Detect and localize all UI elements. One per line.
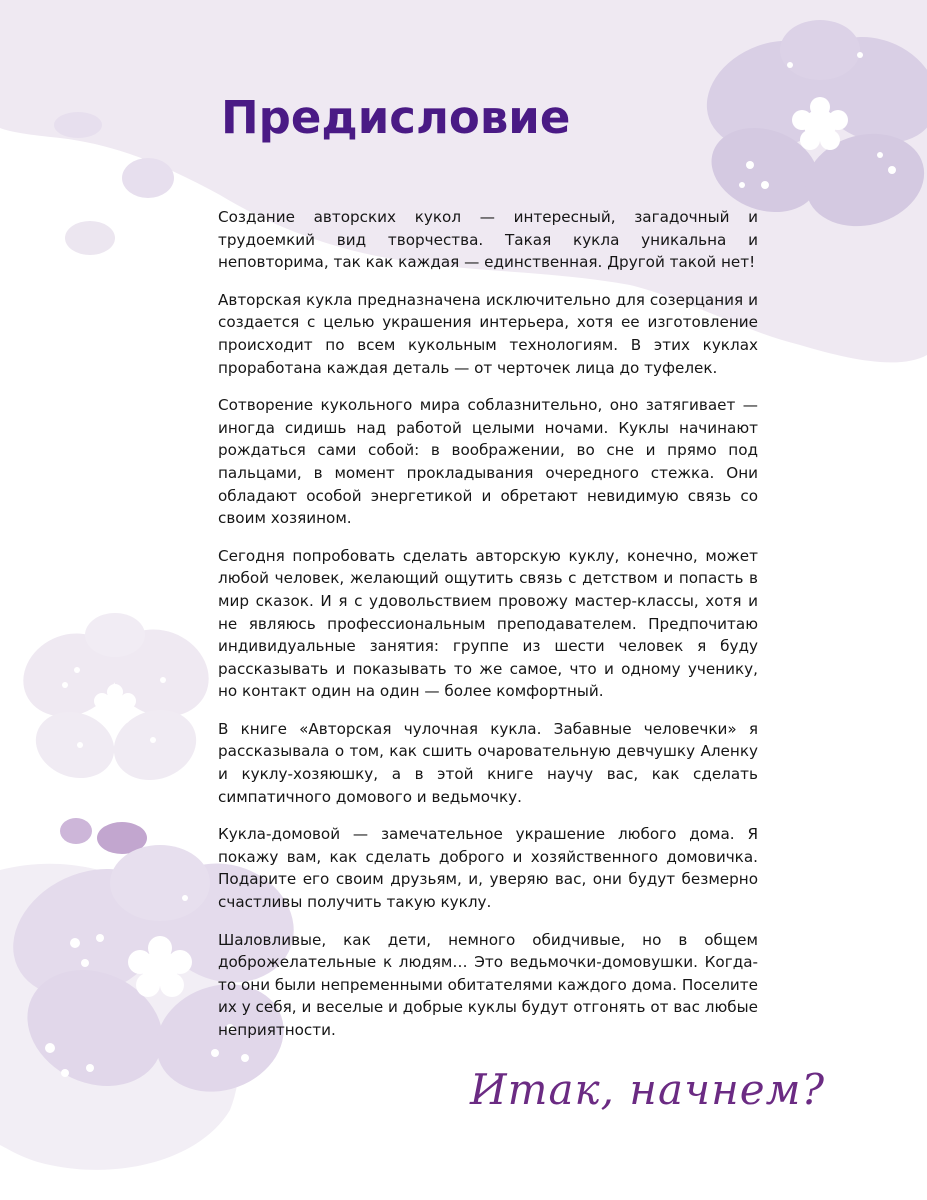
- body-text: [218, 206, 758, 1057]
- paragraph: Авторская кукла предназначена исключительно для созерцания и создается с целью украшения интерьера, хотя ее изготовление происходит по всем кукольным технологиям. В этих куклах проработана каждая деталь — от черточек лица до туфелек.: [218, 290, 758, 377]
- paragraph: Сотворение кукольного мира соблазнительно, оно затягивает — иногда сидишь над работой целыми ночами. Куклы начинают рождаться сами собой: в воображении, во сне и прямо под пальцами, в момент прокладывания очередного стежка. Они обладают особой энергетикой и обретают невидимую связь со своим хозяином.: [218, 396, 758, 528]
- page-title: Предисловие: [221, 91, 571, 144]
- flower-left-middle: [10, 613, 223, 791]
- closing-phrase: Итак, начнем?: [470, 1065, 825, 1114]
- paragraph: Кукла-домовой — замечательное украшение любого дома. Я покажу вам, как сделать доброго и хозяйственного домовичка. Подарите его своим друзьям, и, уверяю вас, они будут безмерно счастливы получить такую куклу.: [218, 825, 758, 912]
- decor-dot: [65, 221, 115, 255]
- paragraph: В книге «Авторская чулочная кукла. Забавные человечки» я рассказывала о том, как сшить очаровательную девчушку Аленку и куклу-хозяюшку, а в этой книге научу вас, как сделать симпатичного домового и ведьмочку.: [218, 719, 758, 806]
- paragraph: Сегодня попробовать сделать авторскую куклу, конечно, может любой человек, желающий ощутить связь с детством и попасть в мир сказок. И я с удовольствием провожу мастер-классы, хотя и не являюсь профессиональным преподавателем. Предпочитаю индивидуальные занятия: группе из шести человек я буду рассказывать и показывать то же самое, что и одному ученику, но контакт один на один — более комфортный.: [218, 546, 758, 701]
- paragraph: Шаловливые, как дети, немного обидчивые, но в общем доброжелательные к людям… Это ведьмочки-домовушки. Когда-то они были непременными обитателями каждого дома. Поселите их у себя, и веселые и добрые куклы будут отгонять от вас любые неприятности.: [218, 930, 758, 1039]
- decor-dot: [54, 112, 102, 138]
- paragraph: Создание авторских кукол — интересный, загадочный и трудоемкий вид творчества. Такая кукла уникальна и неповторима, так как каждая — единственная. Другой такой нет!: [218, 208, 758, 272]
- decor-dot: [60, 818, 92, 844]
- decor-dot: [122, 158, 174, 198]
